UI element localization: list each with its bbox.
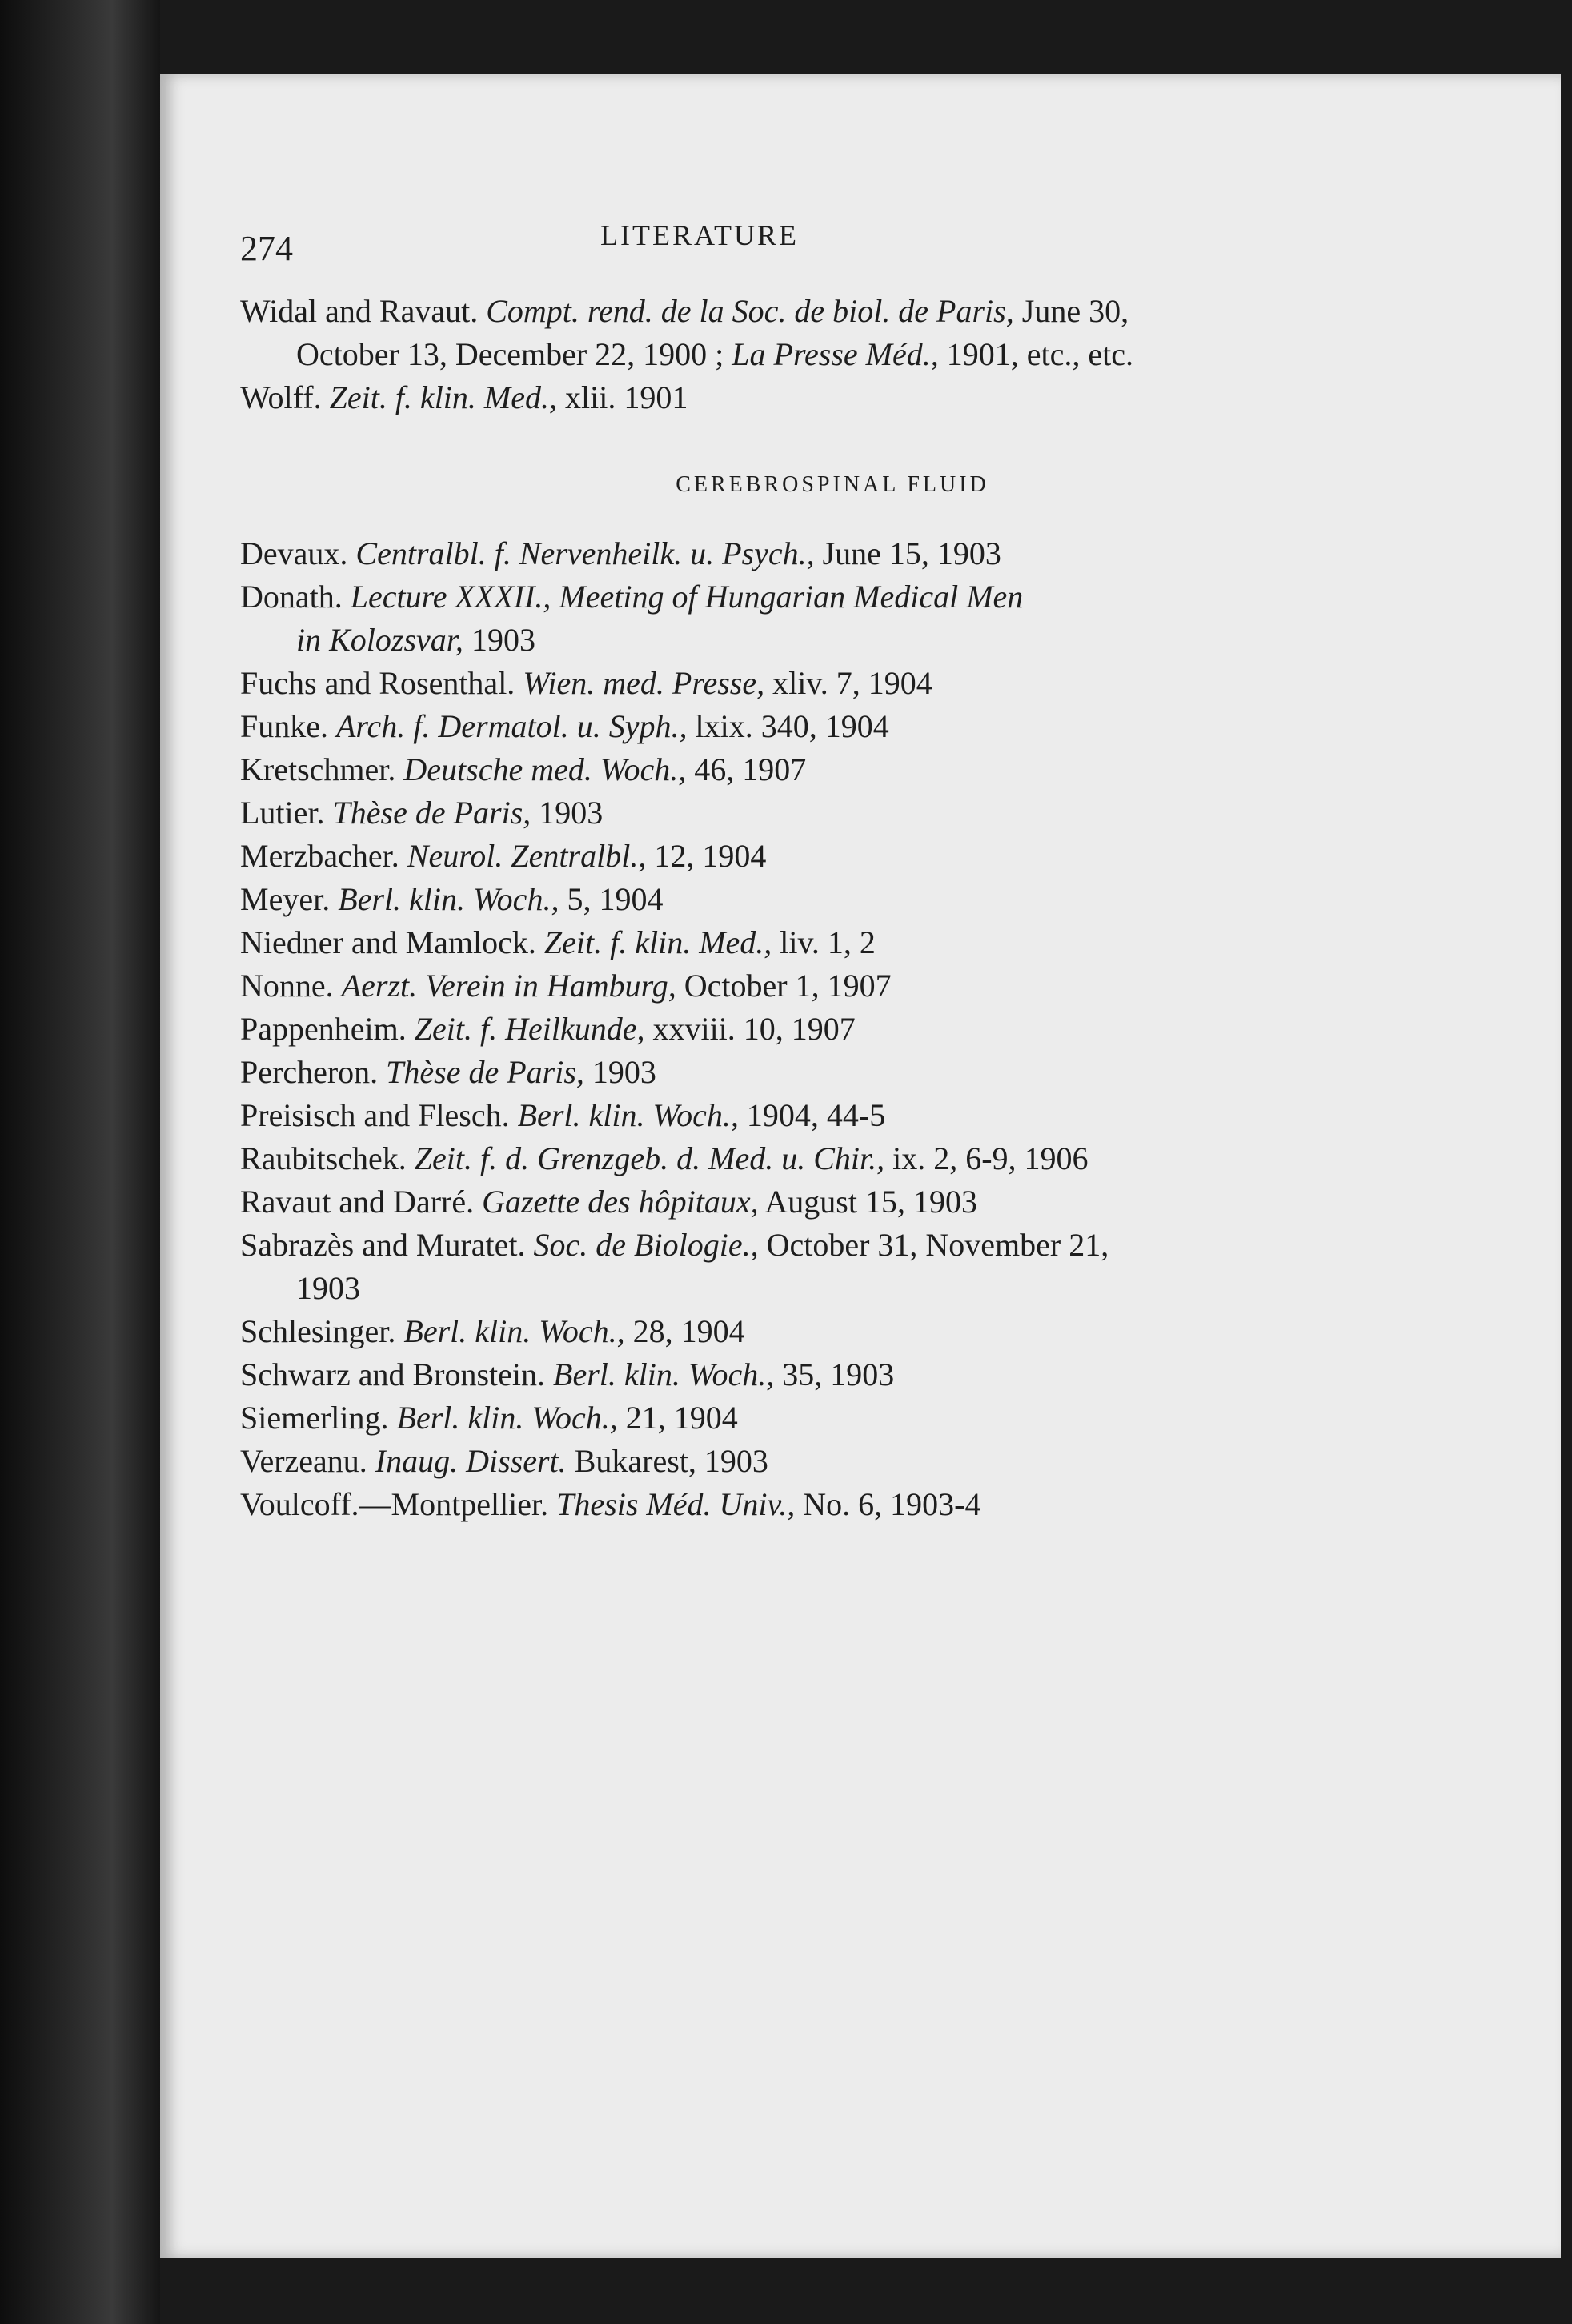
section-title: CEREBROSPINAL FLUID <box>676 472 989 497</box>
reference-details: 1901, etc., etc. <box>946 336 1134 372</box>
reference-author: Fuchs and Rosenthal. <box>240 665 515 701</box>
reference-entry <box>240 1353 1425 1396</box>
literature-list <box>240 290 1425 419</box>
reference-entry <box>240 835 1425 878</box>
reference-entry <box>240 532 1425 575</box>
reference-entry <box>240 376 1425 419</box>
reference-entry <box>240 1137 1425 1180</box>
reference-entry <box>240 1440 1425 1483</box>
running-head: LITERATURE <box>600 219 799 251</box>
reference-author: Merzbacher. <box>240 838 399 874</box>
page-header <box>240 219 1425 276</box>
reference-entry <box>240 1180 1425 1224</box>
reference-entry <box>240 705 1425 748</box>
reference-entry <box>240 1483 1425 1526</box>
reference-entry <box>240 575 1425 619</box>
reference-journal: Zeit. f. klin. Med., <box>329 379 557 415</box>
reference-journal: Berl. klin. Woch., <box>338 881 559 917</box>
book-spine <box>0 0 160 2324</box>
reference-author: Pappenheim. <box>240 1011 407 1047</box>
reference-journal: in Kolozsvar, <box>296 622 463 658</box>
reference-details: 1903 <box>296 1270 360 1306</box>
reference-author: Kretschmer. <box>240 751 396 787</box>
reference-details: ix. 2, 6-9, 1906 <box>892 1140 1089 1176</box>
reference-author: Meyer. <box>240 881 331 917</box>
reference-journal: Compt. rend. de la Soc. de biol. de Paris, <box>486 293 1014 329</box>
reference-author: Lutier. <box>240 795 325 831</box>
reference-details: Bukarest, 1903 <box>574 1443 768 1479</box>
reference-entry <box>240 290 1425 333</box>
reference-journal: Berl. klin. Woch., <box>517 1097 739 1133</box>
reference-author: Wolff. <box>240 379 322 415</box>
reference-journal: Zeit. f. d. Grenzgeb. d. Med. u. Chir., <box>414 1140 885 1176</box>
reference-details: xlii. 1901 <box>565 379 688 415</box>
reference-entry <box>240 791 1425 835</box>
reference-journal: Gazette des hôpitaux, <box>482 1184 759 1220</box>
reference-author: Widal and Ravaut. <box>240 293 479 329</box>
reference-entry <box>240 1008 1425 1051</box>
reference-journal: Berl. klin. Woch., <box>553 1356 775 1392</box>
reference-details: 1903 <box>471 622 535 658</box>
reference-entry <box>240 878 1425 921</box>
page-number: 274 <box>240 229 293 268</box>
reference-journal: Thesis Méd. Univ., <box>556 1486 796 1522</box>
reference-journal: Arch. f. Dermatol. u. Syph., <box>336 708 688 744</box>
reference-entry <box>240 921 1425 964</box>
reference-details: xxviii. 10, 1907 <box>652 1011 856 1047</box>
reference-details: August 15, 1903 <box>764 1184 977 1220</box>
reference-author: Voulcoff.—Montpellier. <box>240 1486 549 1522</box>
reference-entry <box>240 964 1425 1008</box>
reference-author: Raubitschek. <box>240 1140 407 1176</box>
reference-entry <box>240 333 1425 376</box>
reference-details: 1903 <box>539 795 604 831</box>
reference-entry <box>240 662 1425 705</box>
reference-entry <box>240 748 1425 791</box>
reference-journal: Thèse de Paris, <box>386 1054 584 1090</box>
reference-entry <box>240 1051 1425 1094</box>
reference-journal: Berl. klin. Woch., <box>396 1400 618 1436</box>
reference-journal: Thèse de Paris, <box>332 795 531 831</box>
reference-author: Ravaut and Darré. <box>240 1184 475 1220</box>
reference-journal: Deutsche med. Woch., <box>403 751 687 787</box>
reference-journal: Inaug. Dissert. <box>375 1443 567 1479</box>
reference-details: 21, 1904 <box>625 1400 738 1436</box>
reference-author: Siemerling. <box>240 1400 389 1436</box>
reference-entry <box>240 1224 1425 1267</box>
reference-details: 28, 1904 <box>632 1313 745 1349</box>
reference-journal: Zeit. f. Heilkunde, <box>414 1011 645 1047</box>
reference-author: Niedner and Mamlock. <box>240 924 536 960</box>
reference-author: Devaux. <box>240 535 348 571</box>
reference-details: xliv. 7, 1904 <box>772 665 932 701</box>
reference-entry <box>240 1267 1425 1310</box>
reference-journal: Soc. de Biologie., <box>533 1227 759 1263</box>
reference-details: liv. 1, 2 <box>780 924 876 960</box>
reference-details: lxix. 340, 1904 <box>695 708 889 744</box>
reference-journal: Neurol. Zentralbl., <box>407 838 647 874</box>
reference-journal: La Presse Méd., <box>732 336 939 372</box>
reference-journal: Wien. med. Presse, <box>523 665 765 701</box>
reference-details: October 1, 1907 <box>684 968 892 1004</box>
reference-entry <box>240 1396 1425 1440</box>
reference-journal: Lecture XXXII., Meeting of Hungarian Medical Men <box>350 579 1024 615</box>
reference-details: 12, 1904 <box>654 838 767 874</box>
reference-entry <box>240 1094 1425 1137</box>
reference-journal: Zeit. f. klin. Med., <box>543 924 772 960</box>
reference-details: 1903 <box>592 1054 656 1090</box>
reference-details: October 31, November 21, <box>766 1227 1109 1263</box>
reference-author: Verzeanu. <box>240 1443 367 1479</box>
reference-details: 46, 1907 <box>694 751 807 787</box>
reference-author: Schlesinger. <box>240 1313 396 1349</box>
reference-author: Funke. <box>240 708 328 744</box>
reference-details: June 30, <box>1021 293 1129 329</box>
reference-journal: Centralbl. f. Nervenheilk. u. Psych., <box>355 535 815 571</box>
reference-author: Percheron. <box>240 1054 379 1090</box>
reference-author: Nonne. <box>240 968 334 1004</box>
reference-details: 35, 1903 <box>782 1356 895 1392</box>
csf-literature-list <box>240 532 1425 1526</box>
reference-details: June 15, 1903 <box>822 535 1001 571</box>
reference-entry <box>240 619 1425 662</box>
reference-entry <box>240 1310 1425 1353</box>
reference-details: 1904, 44-5 <box>746 1097 886 1133</box>
reference-details: 5, 1904 <box>567 881 664 917</box>
reference-details: No. 6, 1903-4 <box>803 1486 981 1522</box>
reference-author: Donath. <box>240 579 343 615</box>
reference-journal: Berl. klin. Woch., <box>403 1313 625 1349</box>
reference-author: Preisisch and Flesch. <box>240 1097 510 1133</box>
reference-author: Schwarz and Bronstein. <box>240 1356 546 1392</box>
reference-author: Sabrazès and Muratet. <box>240 1227 526 1263</box>
reference-details: October 13, December 22, 1900 ; <box>296 336 724 372</box>
reference-journal: Aerzt. Verein in Hamburg, <box>341 968 676 1004</box>
